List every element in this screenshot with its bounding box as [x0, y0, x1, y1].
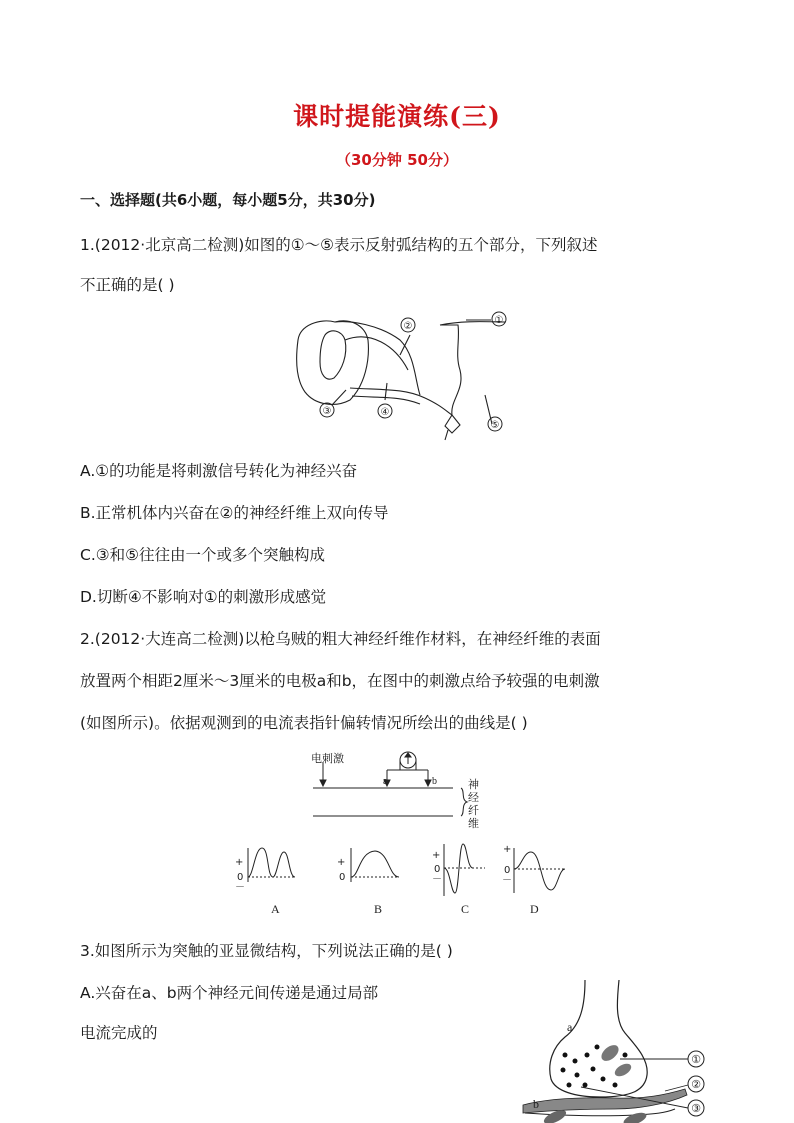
reflex-arc-figure [290, 300, 520, 450]
q1-option-d: D.切断④不影响对①的刺激形成感觉 [80, 588, 327, 606]
c-zero: 0 [434, 864, 441, 875]
d-zero: 0 [504, 865, 511, 876]
b-zero: 0 [339, 872, 346, 883]
q3-fig-label-b: b [533, 1097, 539, 1111]
d-plus: + [503, 844, 512, 855]
q1-stem-line2: 不正确的是( ) [80, 276, 175, 294]
q2-fiber-char-4: 维 [468, 817, 479, 830]
q3-option-a-line1: A.兴奋在a、b两个神经元间传递是通过局部 [80, 984, 379, 1002]
q1-fig-label-5: ⑤ [490, 420, 500, 431]
time-score-subtitle: （30分钟 50分） [336, 151, 458, 169]
q1-option-b: B.正常机体内兴奋在②的神经纤维上双向传导 [80, 504, 389, 522]
curve-c-panel [432, 844, 485, 916]
q2-fiber-char-3: 纤 [468, 804, 479, 817]
choice-d-label: D [530, 902, 539, 916]
q3-fig-label-a: a [567, 1020, 573, 1034]
choice-a-label: A [271, 902, 280, 916]
c-plus: + [432, 850, 441, 861]
q3-stem: 3.如图所示为突触的亚显微结构，下列说法正确的是( ) [80, 942, 453, 960]
synapse-figure [515, 975, 715, 1123]
q1-fig-label-3: ③ [322, 406, 332, 417]
q2-stem-line1: 2.(2012·大连高二检测)以枪乌贼的粗大神经纤维作材料，在神经纤维的表面 [80, 630, 601, 648]
q2-stim-label: 电刺激 [311, 752, 344, 765]
q1-fig-label-2: ② [403, 321, 413, 332]
q1-fig-label-4: ④ [380, 407, 390, 418]
a-plus: + [235, 857, 244, 868]
choice-b-label: B [374, 902, 383, 916]
nerve-fiber-figure [225, 748, 585, 923]
section-heading: 一、选择题(共6小题，每小题5分，共30分) [80, 191, 376, 209]
q1-stem-line1: 1.(2012·北京高二检测)如图的①～⑤表示反射弧结构的五个部分，下列叙述 [80, 236, 598, 254]
d-minus: － [502, 875, 512, 886]
q3-fig-label-1: ① [691, 1053, 701, 1066]
q2-stem-line2: 放置两个相距2厘米～3厘米的电极a和b，在图中的刺激点给予较强的电刺激 [80, 672, 600, 690]
page-title: 课时提能演练(三) [293, 102, 501, 131]
q2-electrode-a: a [383, 776, 388, 787]
q3-fig-label-2: ② [691, 1078, 701, 1091]
q3-option-a-line2: 电流完成的 [80, 1024, 158, 1042]
curve-d-panel [502, 844, 565, 916]
c-minus: － [432, 874, 442, 885]
curve-a-panel [235, 848, 295, 916]
q2-fiber-char-2: 经 [468, 791, 479, 804]
q2-electrode-b: b [432, 776, 437, 787]
choice-c-label: C [461, 902, 470, 916]
a-minus: － [235, 882, 245, 893]
q1-option-c: C.③和⑤往往由一个或多个突触构成 [80, 546, 326, 564]
curve-b-panel [337, 848, 399, 916]
q2-fiber-char-1: 神 [468, 778, 479, 791]
q1-option-a: A.①的功能是将刺激信号转化为神经兴奋 [80, 462, 358, 480]
b-plus: + [337, 857, 346, 868]
q2-stem-line3: (如图所示)。依据观测到的电流表指针偏转情况所绘出的曲线是( ) [80, 714, 528, 732]
a-zero: 0 [237, 872, 244, 883]
q3-fig-label-3: ③ [691, 1102, 701, 1115]
q1-fig-label-1: ① [494, 315, 504, 326]
